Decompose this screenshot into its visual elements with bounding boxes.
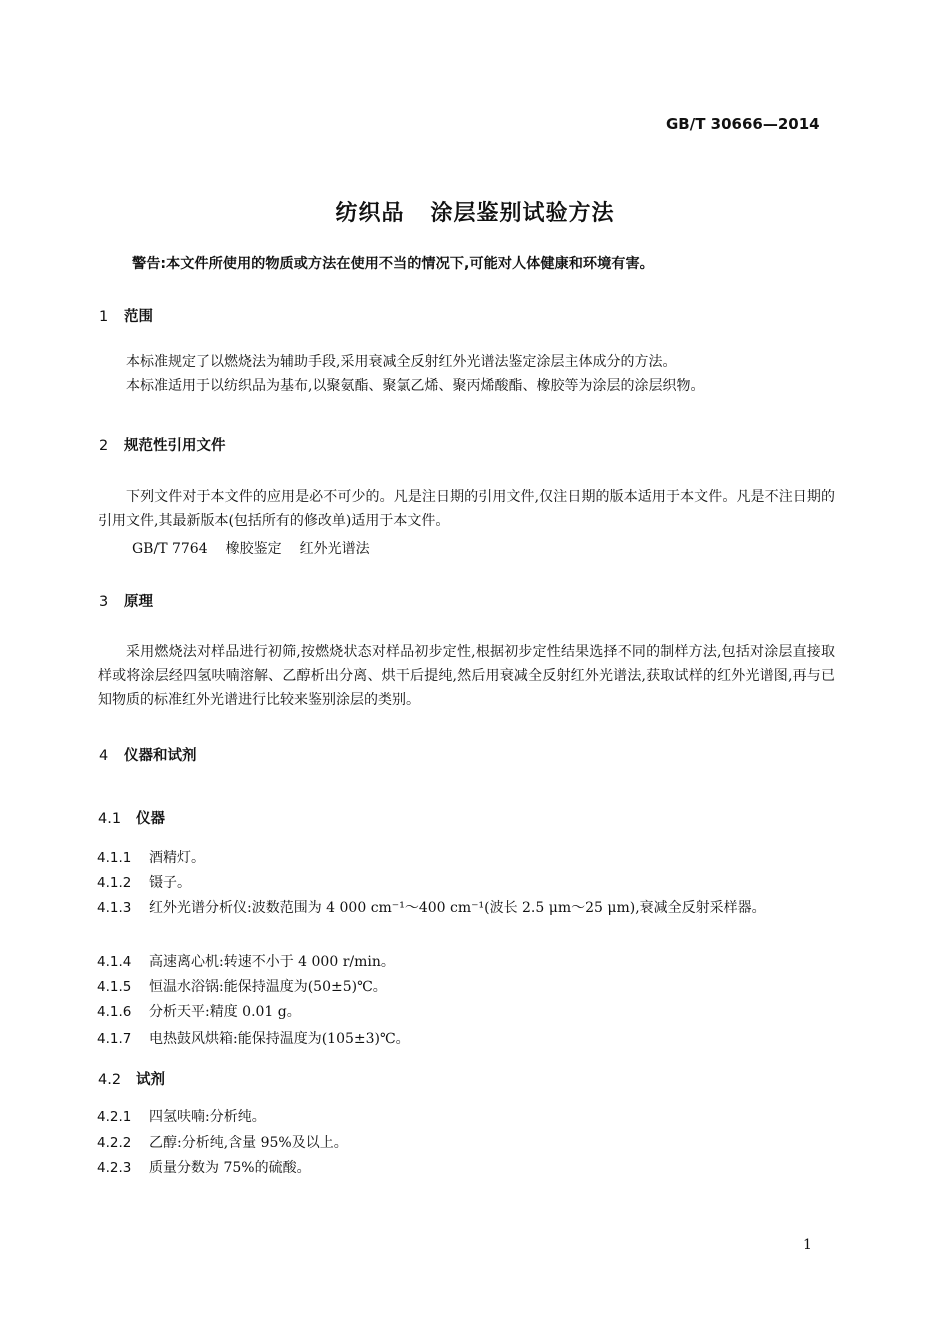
paragraph: 采用燃烧法对样品进行初筛,按燃烧状态对样品初步定性,根据初步定性结果选择不同的制样方法,包括对涂层直接取样或将涂层经四氢呋喃溶解、乙醇析出分离、烘干后提纯,然后用衰减全反射红外光谱法,获取试样的红外光谱图,再与已知物质的标准红外光谱进行比较来鉴别涂层的类别。 — [98, 644, 835, 708]
section-number: 4 — [99, 748, 109, 764]
item-4-1-7 — [97, 1028, 410, 1048]
item-4-2-1 — [97, 1106, 266, 1126]
item-number: 4.2.2 — [97, 1135, 132, 1151]
standard-number: GB/T 30666—2014 — [666, 115, 820, 133]
section-number: 3 — [99, 594, 109, 610]
item-number: 4.2.3 — [97, 1160, 132, 1176]
item-number: 4.1.5 — [97, 979, 132, 995]
item-4-1-2 — [97, 872, 191, 892]
section-4-heading — [99, 744, 197, 765]
section-1-body — [98, 350, 835, 398]
item-number: 4.1.7 — [97, 1031, 132, 1047]
section-title: 规范性引用文件 — [124, 438, 226, 454]
item-number: 4.1.3 — [97, 900, 132, 916]
item-text: 乙醇:分析纯,含量 95%及以上。 — [149, 1135, 348, 1151]
section-title: 仪器和试剂 — [124, 748, 197, 764]
paragraph: 下列文件对于本文件的应用是必不可少的。凡是注日期的引用文件,仅注日期的版本适用于本文件。凡是不注日期的引用文件,其最新版本(包括所有的修改单)适用于本文件。 — [98, 489, 835, 529]
section-2-heading — [99, 434, 226, 455]
subsection-4-2-heading — [98, 1068, 165, 1089]
section-2-body — [98, 485, 835, 533]
item-4-1-4 — [97, 951, 395, 971]
warning-text: 警告:本文件所使用的物质或方法在使用不当的情况下,可能对人体健康和环境有害。 — [132, 256, 654, 272]
item-text: 质量分数为 75%的硫酸。 — [149, 1160, 311, 1176]
subsection-title: 试剂 — [136, 1072, 165, 1088]
page-number: 1 — [803, 1237, 812, 1253]
item-4-1-3 — [97, 896, 837, 920]
item-4-1-5 — [97, 976, 387, 996]
item-number: 4.1.1 — [97, 850, 132, 866]
paragraph: 本标准适用于以纺织品为基布,以聚氨酯、聚氯乙烯、聚丙烯酸酯、橡胶等为涂层的涂层织物。 — [126, 378, 705, 394]
item-text: 酒精灯。 — [149, 850, 205, 866]
item-number: 4.1.2 — [97, 875, 132, 891]
section-3-body — [98, 640, 835, 712]
reference-method: 红外光谱法 — [299, 541, 370, 557]
item-text: 恒温水浴锅:能保持温度为(50±5)℃。 — [149, 979, 387, 995]
reference-code: GB/T 7764 — [132, 541, 208, 557]
item-4-1-6 — [97, 1001, 301, 1021]
section-title: 原理 — [124, 594, 153, 610]
reference-title: 橡胶鉴定 — [225, 541, 282, 557]
item-text: 镊子。 — [149, 875, 191, 891]
item-4-2-2 — [97, 1132, 348, 1152]
item-text: 高速离心机:转速不小于 4 000 r/min。 — [149, 954, 395, 970]
subsection-number: 4.2 — [98, 1072, 122, 1088]
subsection-title: 仪器 — [136, 811, 165, 827]
item-number: 4.1.4 — [97, 954, 132, 970]
item-number: 4.2.1 — [97, 1109, 132, 1125]
item-number: 4.1.6 — [97, 1004, 132, 1020]
item-text: 红外光谱分析仪:波数范围为 4 000 cm⁻¹～400 cm⁻¹(波长 2.5 μm～25 μm),衰减全反射采样器。 — [149, 900, 766, 916]
item-text: 电热鼓风烘箱:能保持温度为(105±3)℃。 — [149, 1031, 410, 1047]
item-text: 四氢呋喃:分析纯。 — [149, 1109, 266, 1125]
paragraph: 本标准规定了以燃烧法为辅助手段,采用衰减全反射红外光谱法鉴定涂层主体成分的方法。 — [126, 354, 677, 370]
section-number: 2 — [99, 438, 109, 454]
section-1-heading — [99, 305, 153, 326]
title-part-2: 涂层鉴别试验方法 — [430, 201, 615, 226]
section-title: 范围 — [124, 309, 153, 325]
item-4-2-3 — [97, 1157, 311, 1177]
document-title — [0, 196, 950, 227]
section-3-heading — [99, 590, 153, 611]
subsection-number: 4.1 — [98, 811, 122, 827]
subsection-4-1-heading — [98, 807, 165, 828]
item-4-1-1 — [97, 847, 205, 867]
item-text: 分析天平:精度 0.01 g。 — [149, 1004, 301, 1020]
section-number: 1 — [99, 309, 109, 325]
title-part-1: 纺织品 — [335, 201, 405, 226]
normative-reference — [132, 538, 370, 558]
